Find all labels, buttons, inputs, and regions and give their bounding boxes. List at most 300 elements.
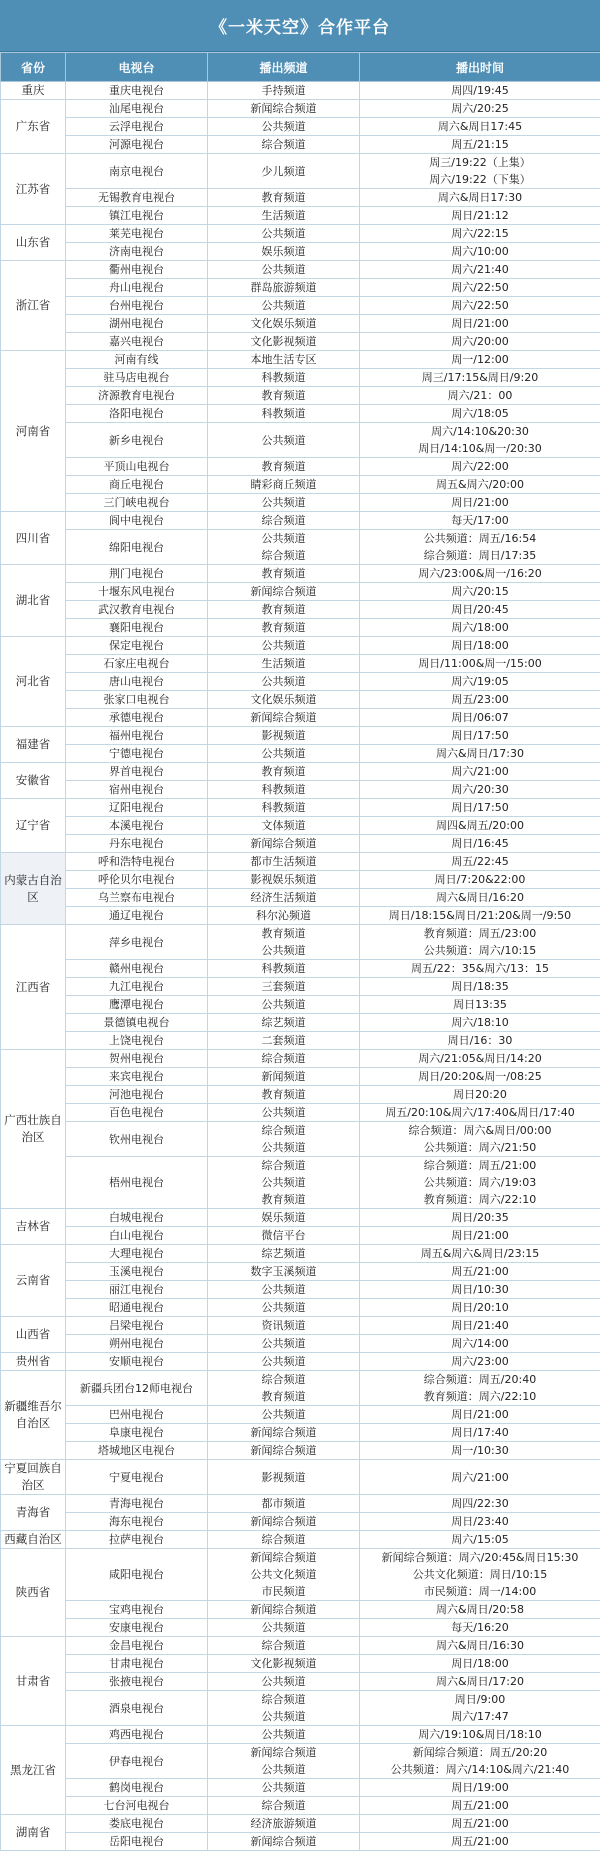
province-cell: 甘肃省 bbox=[1, 1637, 66, 1726]
airtime-line: 新闻综合频道：周六/20:45&周日15:30 bbox=[360, 1549, 600, 1566]
channel-cell bbox=[208, 1460, 360, 1495]
channel-line: 教育频道 bbox=[208, 387, 359, 404]
airtime-cell bbox=[360, 1299, 600, 1317]
station-cell: 承德电视台 bbox=[66, 709, 208, 727]
airtime-cell bbox=[360, 565, 600, 583]
channel-line: 文化影视频道 bbox=[208, 333, 359, 350]
province-cell: 福建省 bbox=[1, 727, 66, 763]
channel-cell bbox=[208, 100, 360, 118]
station-cell: 金昌电视台 bbox=[66, 1637, 208, 1655]
station-cell: 阆中电视台 bbox=[66, 512, 208, 530]
airtime-cell bbox=[360, 369, 600, 387]
station-cell: 岳阳电视台 bbox=[66, 1833, 208, 1851]
table-row bbox=[1, 709, 600, 727]
station-cell: 七台河电视台 bbox=[66, 1797, 208, 1815]
channel-cell bbox=[208, 1815, 360, 1833]
province-cell: 宁夏回族自治区 bbox=[1, 1460, 66, 1495]
province-cell: 江西省 bbox=[1, 925, 66, 1050]
channel-cell bbox=[208, 925, 360, 960]
table-row bbox=[1, 1637, 600, 1655]
airtime-line: 周六/14:00 bbox=[360, 1335, 600, 1352]
channel-cell bbox=[208, 189, 360, 207]
channel-line: 教育频道 bbox=[208, 601, 359, 618]
province-cell: 青海省 bbox=[1, 1495, 66, 1531]
airtime-cell bbox=[360, 512, 600, 530]
channel-line: 公共频道 bbox=[208, 745, 359, 762]
channel-line: 文化娱乐频道 bbox=[208, 315, 359, 332]
station-cell: 汕尾电视台 bbox=[66, 100, 208, 118]
channel-cell bbox=[208, 1442, 360, 1460]
station-cell: 呼和浩特电视台 bbox=[66, 853, 208, 871]
airtime-cell bbox=[360, 1032, 600, 1050]
table-row bbox=[1, 297, 600, 315]
table-row bbox=[1, 225, 600, 243]
channel-cell bbox=[208, 1068, 360, 1086]
province-cell: 新疆维吾尔自治区 bbox=[1, 1371, 66, 1460]
channel-cell bbox=[208, 1086, 360, 1104]
airtime-cell bbox=[360, 1424, 600, 1442]
airtime-cell bbox=[360, 82, 600, 100]
channel-cell bbox=[208, 1797, 360, 1815]
channel-cell bbox=[208, 333, 360, 351]
channel-line: 新闻频道 bbox=[208, 1068, 359, 1085]
airtime-line: 周日/9:00 bbox=[360, 1691, 600, 1708]
channel-line: 综合频道 bbox=[208, 1531, 359, 1548]
channel-line: 资讯频道 bbox=[208, 1317, 359, 1334]
airtime-line: 周六&周日17:30 bbox=[360, 189, 600, 206]
station-cell: 济源教育电视台 bbox=[66, 387, 208, 405]
airtime-cell bbox=[360, 476, 600, 494]
channel-line: 科教频道 bbox=[208, 369, 359, 386]
province-cell: 陕西省 bbox=[1, 1549, 66, 1637]
table-row bbox=[1, 333, 600, 351]
airtime-cell bbox=[360, 189, 600, 207]
airtime-cell bbox=[360, 960, 600, 978]
airtime-line: 周日/17:50 bbox=[360, 799, 600, 816]
channel-cell bbox=[208, 1227, 360, 1245]
airtime-cell bbox=[360, 781, 600, 799]
table-row bbox=[1, 673, 600, 691]
airtime-cell bbox=[360, 1549, 600, 1601]
station-cell: 襄阳电视台 bbox=[66, 619, 208, 637]
station-cell: 嘉兴电视台 bbox=[66, 333, 208, 351]
table-row bbox=[1, 1531, 600, 1549]
channel-cell bbox=[208, 154, 360, 189]
table-row bbox=[1, 82, 600, 100]
airtime-line: 周六&周日/16:20 bbox=[360, 889, 600, 906]
airtime-line: 周六/20:15 bbox=[360, 583, 600, 600]
table-row bbox=[1, 1245, 600, 1263]
station-cell: 本溪电视台 bbox=[66, 817, 208, 835]
table-row bbox=[1, 1014, 600, 1032]
airtime-line: 周六&周日/20:58 bbox=[360, 1601, 600, 1618]
station-cell: 无锡教育电视台 bbox=[66, 189, 208, 207]
channel-cell bbox=[208, 423, 360, 458]
province-cell: 广东省 bbox=[1, 100, 66, 154]
table-row bbox=[1, 1726, 600, 1744]
station-cell: 驻马店电视台 bbox=[66, 369, 208, 387]
airtime-cell bbox=[360, 745, 600, 763]
channel-line: 新闻综合频道 bbox=[208, 709, 359, 726]
channel-line: 手持频道 bbox=[208, 82, 359, 99]
airtime-cell bbox=[360, 207, 600, 225]
channel-line: 公共频道 bbox=[208, 432, 359, 449]
airtime-cell bbox=[360, 619, 600, 637]
table-row bbox=[1, 1068, 600, 1086]
station-cell: 萍乡电视台 bbox=[66, 925, 208, 960]
table-row bbox=[1, 476, 600, 494]
airtime-cell bbox=[360, 853, 600, 871]
channel-cell bbox=[208, 225, 360, 243]
table-row bbox=[1, 619, 600, 637]
table-row bbox=[1, 1424, 600, 1442]
table-row bbox=[1, 996, 600, 1014]
station-cell: 吕梁电视台 bbox=[66, 1317, 208, 1335]
airtime-line: 教育频道：周五/23:00 bbox=[360, 925, 600, 942]
station-cell: 十堰东风电视台 bbox=[66, 583, 208, 601]
airtime-cell bbox=[360, 817, 600, 835]
channel-line: 娱乐频道 bbox=[208, 243, 359, 260]
station-cell: 台州电视台 bbox=[66, 297, 208, 315]
station-cell: 乌兰察布电视台 bbox=[66, 889, 208, 907]
airtime-cell bbox=[360, 763, 600, 781]
airtime-line: 周五/22：35&周六/13：15 bbox=[360, 960, 600, 977]
channel-cell bbox=[208, 1245, 360, 1263]
airtime-line: 周日/20:45 bbox=[360, 601, 600, 618]
table-row bbox=[1, 1086, 600, 1104]
airtime-line: 周五&周六/20:00 bbox=[360, 476, 600, 493]
channel-line: 新闻综合频道 bbox=[208, 1442, 359, 1459]
channel-line: 文化娱乐频道 bbox=[208, 691, 359, 708]
airtime-line: 新闻综合频道：周五/20:20 bbox=[360, 1744, 600, 1761]
channel-line: 综艺频道 bbox=[208, 1245, 359, 1262]
channel-cell bbox=[208, 565, 360, 583]
airtime-cell bbox=[360, 1442, 600, 1460]
airtime-line: 周日/19:00 bbox=[360, 1779, 600, 1796]
airtime-cell bbox=[360, 333, 600, 351]
station-cell: 甘肃电视台 bbox=[66, 1655, 208, 1673]
station-cell: 上饶电视台 bbox=[66, 1032, 208, 1050]
airtime-line: 教育频道：周六/22:10 bbox=[360, 1388, 600, 1405]
channel-cell bbox=[208, 1353, 360, 1371]
channel-cell bbox=[208, 1619, 360, 1637]
channel-cell bbox=[208, 315, 360, 333]
channel-cell bbox=[208, 601, 360, 619]
table-row bbox=[1, 1797, 600, 1815]
province-cell: 江苏省 bbox=[1, 154, 66, 225]
airtime-cell bbox=[360, 279, 600, 297]
table-row bbox=[1, 1655, 600, 1673]
channel-line: 睛彩商丘频道 bbox=[208, 476, 359, 493]
airtime-cell bbox=[360, 907, 600, 925]
channel-cell bbox=[208, 1601, 360, 1619]
airtime-line: 周三/17:15&周日/9:20 bbox=[360, 369, 600, 386]
channel-cell bbox=[208, 1032, 360, 1050]
airtime-cell bbox=[360, 405, 600, 423]
channel-line: 教育频道 bbox=[208, 565, 359, 582]
channel-cell bbox=[208, 1157, 360, 1209]
airtime-line: 周六/22:00 bbox=[360, 458, 600, 475]
airtime-line: 周日/20:10 bbox=[360, 1299, 600, 1316]
table-row bbox=[1, 1032, 600, 1050]
airtime-cell bbox=[360, 1513, 600, 1531]
channel-cell bbox=[208, 243, 360, 261]
table-row bbox=[1, 1779, 600, 1797]
page-title: 《一米天空》合作平台 bbox=[0, 0, 600, 52]
channel-line: 都市生活频道 bbox=[208, 853, 359, 870]
channel-line: 新闻综合频道 bbox=[208, 1549, 359, 1566]
channel-line: 公共文化频道 bbox=[208, 1566, 359, 1583]
province-cell: 吉林省 bbox=[1, 1209, 66, 1245]
airtime-cell bbox=[360, 1086, 600, 1104]
table-header-row bbox=[1, 53, 600, 82]
channel-cell bbox=[208, 1833, 360, 1851]
table-row bbox=[1, 243, 600, 261]
airtime-line: 每天/16:20 bbox=[360, 1619, 600, 1636]
airtime-line: 周六&周日17:45 bbox=[360, 118, 600, 135]
table-row bbox=[1, 601, 600, 619]
airtime-cell bbox=[360, 1371, 600, 1406]
channel-line: 教育频道 bbox=[208, 1086, 359, 1103]
airtime-line: 周日/21:40 bbox=[360, 1317, 600, 1334]
channel-line: 公共频道 bbox=[208, 1779, 359, 1796]
province-cell: 黑龙江省 bbox=[1, 1726, 66, 1815]
airtime-cell bbox=[360, 1122, 600, 1157]
airtime-line: 周六/19:10&周日/18:10 bbox=[360, 1726, 600, 1743]
channel-line: 公共频道 bbox=[208, 530, 359, 547]
airtime-line: 周日/10:30 bbox=[360, 1281, 600, 1298]
table-row bbox=[1, 1513, 600, 1531]
channel-cell bbox=[208, 1726, 360, 1744]
channel-line: 都市频道 bbox=[208, 1495, 359, 1512]
airtime-line: 周日/21:00 bbox=[360, 315, 600, 332]
channel-line: 公共频道 bbox=[208, 1335, 359, 1352]
station-cell: 丹东电视台 bbox=[66, 835, 208, 853]
channel-cell bbox=[208, 387, 360, 405]
airtime-cell bbox=[360, 1157, 600, 1209]
airtime-cell bbox=[360, 1335, 600, 1353]
airtime-cell bbox=[360, 601, 600, 619]
airtime-line: 周六/23:00 bbox=[360, 1353, 600, 1370]
channel-line: 公共频道 bbox=[208, 1708, 359, 1725]
channel-line: 公共频道 bbox=[208, 1406, 359, 1423]
channel-line: 新闻综合频道 bbox=[208, 1513, 359, 1530]
station-cell: 莱芜电视台 bbox=[66, 225, 208, 243]
airtime-cell bbox=[360, 1779, 600, 1797]
airtime-cell bbox=[360, 154, 600, 189]
airtime-cell bbox=[360, 1637, 600, 1655]
airtime-cell bbox=[360, 871, 600, 889]
airtime-line: 周日/21:00 bbox=[360, 1406, 600, 1423]
table-row bbox=[1, 207, 600, 225]
airtime-line: 周一/12:00 bbox=[360, 351, 600, 368]
channel-cell bbox=[208, 960, 360, 978]
station-cell: 湖州电视台 bbox=[66, 315, 208, 333]
station-cell: 丽江电视台 bbox=[66, 1281, 208, 1299]
airtime-cell bbox=[360, 996, 600, 1014]
airtime-line: 周日/7:20&22:00 bbox=[360, 871, 600, 888]
channel-line: 综合频道 bbox=[208, 1122, 359, 1139]
airtime-cell bbox=[360, 297, 600, 315]
station-cell: 荆门电视台 bbox=[66, 565, 208, 583]
airtime-cell bbox=[360, 458, 600, 476]
station-cell: 娄底电视台 bbox=[66, 1815, 208, 1833]
airtime-line: 周六/19:22（下集） bbox=[360, 171, 600, 188]
airtime-line: 周日/06:07 bbox=[360, 709, 600, 726]
airtime-cell bbox=[360, 530, 600, 565]
channel-cell bbox=[208, 1691, 360, 1726]
channel-line: 教育频道 bbox=[208, 925, 359, 942]
airtime-line: 综合频道：周六&周日/00:00 bbox=[360, 1122, 600, 1139]
airtime-cell bbox=[360, 243, 600, 261]
airtime-cell bbox=[360, 799, 600, 817]
channel-cell bbox=[208, 978, 360, 996]
table-row bbox=[1, 1281, 600, 1299]
province-cell: 安徽省 bbox=[1, 763, 66, 799]
table-row bbox=[1, 1209, 600, 1227]
airtime-line: 周六/17:47 bbox=[360, 1708, 600, 1725]
airtime-cell bbox=[360, 136, 600, 154]
airtime-line: 周日13:35 bbox=[360, 996, 600, 1013]
airtime-line: 每天/17:00 bbox=[360, 512, 600, 529]
channel-cell bbox=[208, 835, 360, 853]
channel-line: 教育频道 bbox=[208, 458, 359, 475]
airtime-cell bbox=[360, 1263, 600, 1281]
airtime-line: 周六/18:00 bbox=[360, 619, 600, 636]
station-cell: 塔城地区电视台 bbox=[66, 1442, 208, 1460]
airtime-line: 综合频道：周五/20:40 bbox=[360, 1371, 600, 1388]
channel-line: 公共频道 bbox=[208, 1761, 359, 1778]
station-cell: 拉萨电视台 bbox=[66, 1531, 208, 1549]
province-cell: 广西壮族自治区 bbox=[1, 1050, 66, 1209]
header-station: 电视台 bbox=[66, 53, 208, 82]
airtime-cell bbox=[360, 1245, 600, 1263]
table-row bbox=[1, 817, 600, 835]
channel-cell bbox=[208, 530, 360, 565]
channel-cell bbox=[208, 261, 360, 279]
channel-cell bbox=[208, 637, 360, 655]
header-airtime: 播出时间 bbox=[360, 53, 600, 82]
station-cell: 白城电视台 bbox=[66, 1209, 208, 1227]
channel-line: 综合频道 bbox=[208, 512, 359, 529]
channel-cell bbox=[208, 619, 360, 637]
station-cell: 三门峡电视台 bbox=[66, 494, 208, 512]
station-cell: 酒泉电视台 bbox=[66, 1691, 208, 1726]
station-cell: 朔州电视台 bbox=[66, 1335, 208, 1353]
table-row bbox=[1, 1815, 600, 1833]
airtime-line: 周五/21:00 bbox=[360, 1797, 600, 1814]
station-cell: 河源电视台 bbox=[66, 136, 208, 154]
table-row bbox=[1, 1549, 600, 1601]
station-cell: 巴州电视台 bbox=[66, 1406, 208, 1424]
airtime-cell bbox=[360, 1726, 600, 1744]
station-cell: 鸡西电视台 bbox=[66, 1726, 208, 1744]
station-cell: 张家口电视台 bbox=[66, 691, 208, 709]
province-cell: 河南省 bbox=[1, 351, 66, 512]
channel-cell bbox=[208, 1335, 360, 1353]
province-cell: 山西省 bbox=[1, 1317, 66, 1353]
province-cell: 贵州省 bbox=[1, 1353, 66, 1371]
channel-cell bbox=[208, 405, 360, 423]
airtime-cell bbox=[360, 100, 600, 118]
province-cell: 云南省 bbox=[1, 1245, 66, 1317]
airtime-line: 周日/14:10&周一/20:30 bbox=[360, 440, 600, 457]
airtime-line: 周六/23:00&周一/16:20 bbox=[360, 565, 600, 582]
channel-line: 公共频道 bbox=[208, 942, 359, 959]
airtime-cell bbox=[360, 315, 600, 333]
table-row bbox=[1, 655, 600, 673]
airtime-cell bbox=[360, 1601, 600, 1619]
airtime-line: 公共频道：周六/14:10&周六/21:40 bbox=[360, 1761, 600, 1778]
airtime-line: 教育频道：周六/22:10 bbox=[360, 1191, 600, 1208]
channel-line: 综合频道 bbox=[208, 1050, 359, 1067]
airtime-line: 周日/18:00 bbox=[360, 637, 600, 654]
table-row bbox=[1, 136, 600, 154]
airtime-line: 周六&周日/17:30 bbox=[360, 745, 600, 762]
station-cell: 商丘电视台 bbox=[66, 476, 208, 494]
station-cell: 海东电视台 bbox=[66, 1513, 208, 1531]
table-row bbox=[1, 907, 600, 925]
table-row bbox=[1, 100, 600, 118]
airtime-line: 周六/21:00 bbox=[360, 1469, 600, 1486]
station-cell: 安顺电视台 bbox=[66, 1353, 208, 1371]
channel-line: 新闻综合频道 bbox=[208, 835, 359, 852]
airtime-line: 周日/23:40 bbox=[360, 1513, 600, 1530]
airtime-line: 周六/20:30 bbox=[360, 781, 600, 798]
airtime-line: 周日/18:00 bbox=[360, 1655, 600, 1672]
airtime-line: 周四&周五/20:00 bbox=[360, 817, 600, 834]
airtime-cell bbox=[360, 1317, 600, 1335]
station-cell: 来宾电视台 bbox=[66, 1068, 208, 1086]
station-cell: 辽阳电视台 bbox=[66, 799, 208, 817]
airtime-line: 公共频道：周六/10:15 bbox=[360, 942, 600, 959]
airtime-line: 周六/21:40 bbox=[360, 261, 600, 278]
channel-line: 公共频道 bbox=[208, 996, 359, 1013]
station-cell: 武汉教育电视台 bbox=[66, 601, 208, 619]
station-cell: 济南电视台 bbox=[66, 243, 208, 261]
table-row bbox=[1, 494, 600, 512]
header-province: 省份 bbox=[1, 53, 66, 82]
airtime-cell bbox=[360, 978, 600, 996]
station-cell: 衢州电视台 bbox=[66, 261, 208, 279]
channel-cell bbox=[208, 871, 360, 889]
province-cell: 湖北省 bbox=[1, 565, 66, 637]
channel-line: 科教频道 bbox=[208, 405, 359, 422]
channel-line: 公共频道 bbox=[208, 1353, 359, 1370]
airtime-line: 周日/16:45 bbox=[360, 835, 600, 852]
table-row bbox=[1, 1104, 600, 1122]
channel-cell bbox=[208, 1014, 360, 1032]
table-row bbox=[1, 1335, 600, 1353]
channel-cell bbox=[208, 1050, 360, 1068]
airtime-cell bbox=[360, 889, 600, 907]
table-body bbox=[1, 82, 600, 1851]
airtime-cell bbox=[360, 655, 600, 673]
station-cell: 镇江电视台 bbox=[66, 207, 208, 225]
airtime-line: 周六/18:10 bbox=[360, 1014, 600, 1031]
province-cell: 河北省 bbox=[1, 637, 66, 727]
airtime-cell bbox=[360, 1227, 600, 1245]
channel-cell bbox=[208, 691, 360, 709]
channel-cell bbox=[208, 1263, 360, 1281]
province-cell: 浙江省 bbox=[1, 261, 66, 351]
channel-cell bbox=[208, 763, 360, 781]
table-row bbox=[1, 351, 600, 369]
channel-line: 综合频道 bbox=[208, 547, 359, 564]
airtime-line: 周日/11:00&周一/15:00 bbox=[360, 655, 600, 672]
table-row bbox=[1, 1691, 600, 1726]
airtime-line: 周六/15:05 bbox=[360, 1531, 600, 1548]
